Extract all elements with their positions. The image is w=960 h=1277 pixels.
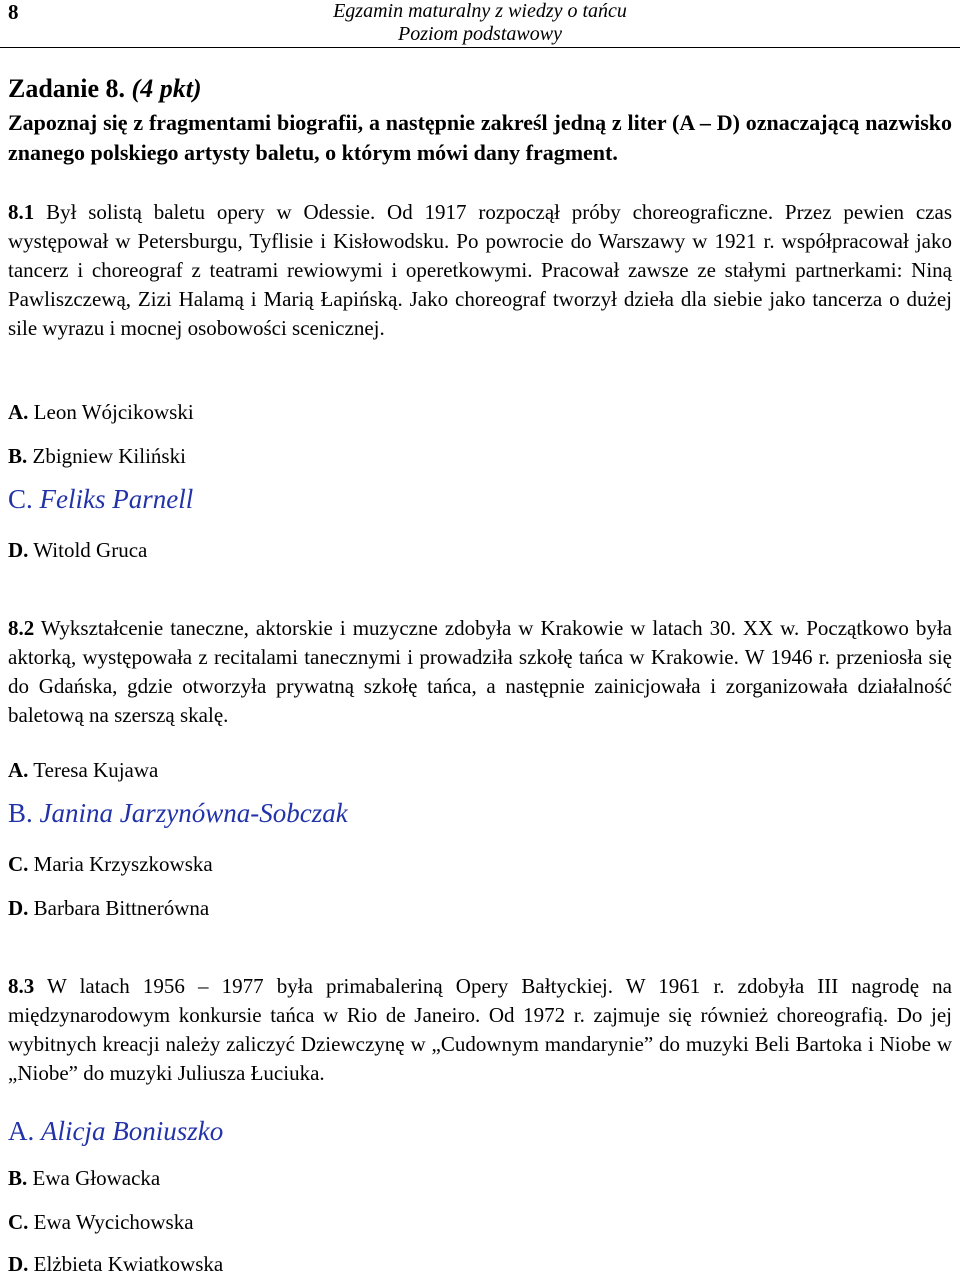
option-c-marked[interactable] [8, 484, 193, 515]
option-b[interactable] [8, 1166, 160, 1191]
exam-level: Poziom podstawowy [398, 23, 562, 45]
option-b[interactable] [8, 444, 186, 469]
option-d[interactable] [8, 538, 147, 563]
option-letter: D. [8, 538, 29, 562]
question-text: Był solistą baletu opery w Odessie. Od 1917 rozpoczął próby choreograficzne. Przez pewien czas występował w Petersburgu, Tyflisie i Kisłowodsku. Po powrocie do Warszawy w 1921 r. współpracował jako tancerz i choreograf z teatrami rewiowymi i operetkowymi. Pracował zawsze ze stałymi partnerkami: Niną Pawliszczewą, Zizi Halamą i Marią Łapińską. Jako choreograf tworzył dzieła dla siebie jako tancerza o dużej sile wyrazu i mocnej osobowości scenicznej. [8, 200, 952, 340]
header-divider [0, 47, 960, 48]
question-number: 8.3 [8, 974, 35, 998]
option-c[interactable] [8, 1210, 194, 1235]
option-a-marked[interactable] [8, 1116, 223, 1147]
question-text: W latach 1956 – 1977 była primabaleriną Opery Bałtyckiej. W 1961 r. zdobyła III nagrodę na międzynarodowym konkursie tańca w Rio de Janeiro. Od 1972 r. zajmuje się również choreografią. Do jej wybitnych kreacji należy zaliczyć Dziewczynę w „Cudownym mandarynie” do muzyki Beli Bartoka i Niobe w „Niobe” do muzyki Juliusza Łuciuka. [8, 974, 952, 1085]
option-letter: C. [8, 484, 33, 514]
option-letter: D. [8, 896, 29, 920]
option-name: Alicja Boniuszko [41, 1116, 224, 1146]
option-b-marked[interactable] [8, 798, 348, 829]
option-a[interactable] [8, 400, 194, 425]
option-name: Teresa Kujawa [33, 758, 159, 782]
exam-title: Egzamin maturalny z wiedzy o tańcu [333, 0, 627, 22]
option-letter: B. [8, 444, 28, 468]
option-name: Feliks Parnell [39, 484, 194, 514]
option-d[interactable] [8, 896, 209, 921]
question-text: Wykształcenie taneczne, aktorskie i muzyczne zdobyła w Krakowie w latach 30. XX w. Początkowo była aktorką, występowała z recitalami tanecznymi i prowadziła szkołę tańca w Krakowie. W 1946 r. przeniosła się do Gdańska, gdzie otworzyła prywatną szkołę tańca, a następnie zainicjowała i zorganizowała działalność baletową na szerszą skalę. [8, 616, 952, 727]
question-number: 8.2 [8, 616, 35, 640]
option-letter: A. [8, 1116, 35, 1146]
question-8-3 [8, 972, 952, 1088]
option-letter: C. [8, 852, 29, 876]
option-d[interactable] [8, 1252, 223, 1277]
header-titles [0, 0, 960, 46]
option-c[interactable] [8, 852, 213, 877]
task-points: (4 pkt) [131, 74, 202, 103]
option-name: Leon Wójcikowski [33, 400, 194, 424]
option-name: Ewa Wycichowska [33, 1210, 194, 1234]
option-name: Maria Krzyszkowska [33, 852, 213, 876]
task-instruction: Zapoznaj się z fragmentami biografii, a następnie zakreśl jedną z liter (A – D) oznaczającą nazwisko znanego polskiego artysty baletu, o którym mówi dany fragment. [8, 110, 952, 165]
page-header [0, 0, 960, 46]
option-name: Janina Jarzynówna-Sobczak [39, 798, 348, 828]
task-header [8, 72, 952, 168]
option-name: Witold Gruca [33, 538, 148, 562]
page-number: 8 [8, 0, 19, 24]
option-letter: B. [8, 798, 33, 828]
option-a[interactable] [8, 758, 158, 783]
option-name: Barbara Bittnerówna [33, 896, 210, 920]
task-number: Zadanie 8. [8, 74, 126, 103]
task-title [8, 72, 952, 106]
question-8-2 [8, 614, 952, 730]
option-letter: A. [8, 400, 29, 424]
option-letter: D. [8, 1252, 29, 1276]
question-number: 8.1 [8, 200, 35, 224]
option-name: Ewa Głowacka [32, 1166, 161, 1190]
option-letter: B. [8, 1166, 28, 1190]
question-8-1 [8, 198, 952, 343]
option-name: Zbigniew Kiliński [32, 444, 186, 468]
option-name: Elżbieta Kwiatkowska [33, 1252, 224, 1276]
option-letter: A. [8, 758, 29, 782]
option-letter: C. [8, 1210, 29, 1234]
